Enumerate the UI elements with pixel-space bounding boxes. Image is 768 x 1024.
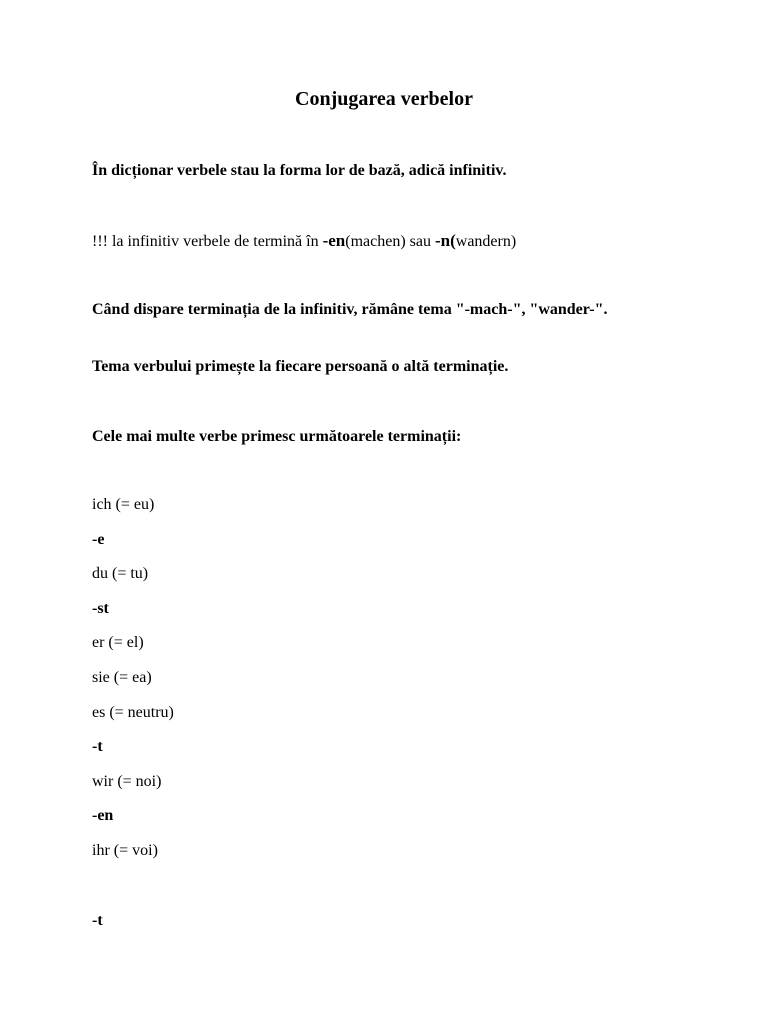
pronoun-line: ich (= eu) (92, 496, 155, 513)
pronoun-line: es (= neutru) (92, 704, 174, 721)
stem-rule-paragraph: Tema verbului primește la fiecare persoană o altă terminație. (92, 358, 509, 375)
page-title: Conjugarea verbelor (295, 88, 473, 110)
verb-ending: -t (92, 738, 103, 755)
verb-ending: -st (92, 600, 109, 617)
pronoun-line: sie (= ea) (92, 669, 152, 686)
endings-heading: Cele mai multe verbe primesc următoarele terminații: (92, 428, 462, 445)
infinitive-note (92, 230, 516, 253)
note-ending-n: -n( (434, 231, 456, 250)
pronoun-line: du (= tu) (92, 565, 149, 582)
verb-ending: -en (92, 807, 114, 824)
note-ending-en: -en (322, 231, 346, 250)
pronoun-line: wir (= noi) (92, 773, 162, 790)
pronoun-line: ihr (= voi) (92, 842, 158, 859)
note-example-machen: (machen) sau (345, 233, 435, 250)
last-ending: -t (92, 912, 103, 929)
pronoun-line: er (= el) (92, 634, 144, 651)
note-example-wandern: wandern) (455, 233, 517, 250)
note-prefix: !!! la infinitiv verbele de termină în (92, 233, 323, 250)
verb-ending: -e (92, 531, 105, 548)
intro-paragraph: În dicționar verbele stau la forma lor de bază, adică infinitiv. (92, 162, 507, 179)
stem-paragraph: Când dispare terminația de la infinitiv, rămâne tema "-mach-", "wander-". (92, 301, 608, 318)
